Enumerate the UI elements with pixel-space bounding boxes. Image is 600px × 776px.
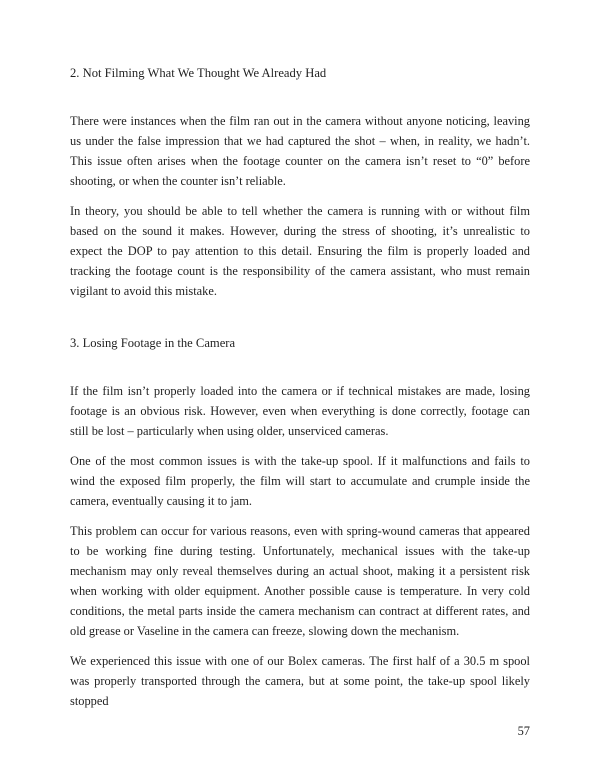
section-heading-losing-footage: 3. Losing Footage in the Camera xyxy=(70,336,236,350)
paragraph: In theory, you should be able to tell whether the camera is running with or without film based on the sound it makes. However, during the stress of shooting, it’s unrealistic to expect the DOP to pay attention to this detail. Ensuring the film is properly loaded and tracking the footage count is the responsibility of the camera assistant, who must remain vigilant to avoid this mistake. xyxy=(70,204,530,298)
paragraph: We experienced this issue with one of our Bolex cameras. The first half of a 30.5 m spool was properly transported through the camera, but at some point, the take-up spool likely stopped xyxy=(70,654,530,708)
paragraph: One of the most common issues is with the take-up spool. If it malfunctions and fails to wind the exposed film properly, the film will start to accumulate and crumple inside the camera, eventually causing it to jam. xyxy=(70,454,530,508)
page-number: 57 xyxy=(517,724,530,738)
paragraph: There were instances when the film ran out in the camera without anyone noticing, leaving us under the false impression that we had captured the shot – when, in reality, we hadn’t. This issue often arises when the footage counter on the camera isn’t reset to “0” before shooting, or when the counter isn’t reliable. xyxy=(70,114,530,188)
section-heading-not-filming: 2. Not Filming What We Thought We Already Had xyxy=(70,66,327,80)
paragraph: This problem can occur for various reasons, even with spring-wound cameras that appeared to be working fine during testing. Unfortunately, mechanical issues with the take-up mechanism may only reveal themselves during an actual shoot, making it a persistent risk when working with older equipment. Another possible cause is temperature. In very cold conditions, the metal parts inside the camera mechanism can contract at different rates, and old grease or Vaseline in the camera can freeze, slowing down the mechanism. xyxy=(70,524,530,638)
paragraph: If the film isn’t properly loaded into the camera or if technical mistakes are made, losing footage is an obvious risk. However, even when everything is done correctly, footage can still be lost – particularly when using older, unserviced cameras. xyxy=(70,384,530,438)
